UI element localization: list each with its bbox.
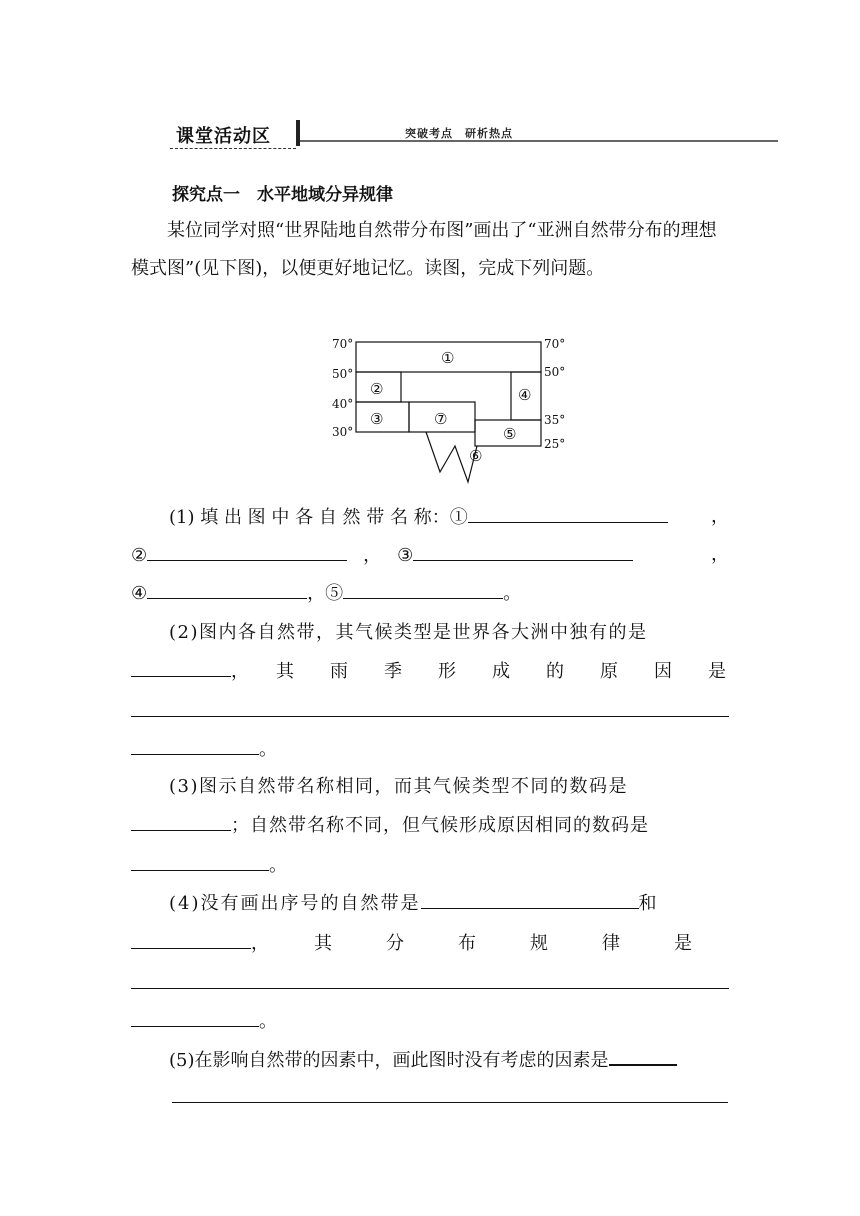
q1-period: 。 (503, 583, 522, 604)
zone-6-label: ⑥ (469, 447, 483, 465)
lat-left-30: 30° (332, 425, 354, 439)
q1-line1 (131, 502, 729, 532)
asia-natural-zone-diagram (330, 334, 580, 494)
q1-marker-4: ④ (131, 583, 148, 604)
q1-blank-2[interactable] (147, 540, 347, 561)
q2-prompt: (2)图内各自然带，其气候类型是世界各大洲中独有的是 (169, 622, 648, 643)
q4-line4 (131, 1006, 729, 1036)
q5-blank-1[interactable] (609, 1044, 677, 1066)
q2-blank-2[interactable] (131, 716, 729, 717)
section-title: 探究点一 水平地域分异规律 (172, 185, 393, 205)
lat-left-50: 50° (332, 367, 354, 381)
intro-paragraph: 某位同学对照“世界陆地自然带分布图”画出了“亚洲自然带分布的理想模式图”(见下图)，以便更好地记忆。读图，完成下列问题。 (131, 220, 717, 279)
q3-blank-1[interactable] (131, 810, 231, 831)
q4-period: 。 (259, 1011, 277, 1032)
q4-line2-text: ， 其 分 布 规 律 是 (251, 933, 692, 954)
zone-4-label: ④ (518, 386, 532, 404)
q3-prompt: (3)图示自然带名称相同，而其气候类型不同的数码是 (169, 776, 628, 797)
q3-line1 (131, 772, 729, 802)
lat-right-25: 25° (544, 437, 566, 451)
lat-right-50: 50° (544, 365, 566, 379)
lat-left-40: 40° (332, 397, 354, 411)
q1-line3 (131, 578, 729, 608)
q1-comma-4: ， (307, 583, 326, 604)
zone-1-label: ① (441, 349, 455, 367)
q1-marker-5: ⑤ (325, 583, 344, 604)
q2-line2 (131, 656, 729, 686)
header-title: 课堂活动区 (176, 126, 271, 147)
q5-blank-2[interactable] (172, 1102, 728, 1103)
q4-blank-3[interactable] (131, 988, 729, 989)
lat-right-35: 35° (544, 413, 566, 427)
q1-blank-3[interactable] (413, 540, 633, 561)
q2-blank-1[interactable] (131, 656, 231, 677)
q1-marker-1: ① (449, 507, 468, 528)
q1-blank-4[interactable] (147, 578, 307, 599)
q2-line2-text: ， 其 雨 季 形 成 的 原 因 是 (231, 661, 726, 682)
lat-left-70: 70° (332, 337, 354, 351)
section-header (170, 118, 778, 154)
q2-line4 (131, 734, 729, 764)
q1-blank-5[interactable] (343, 578, 503, 599)
q4-prompt: (4)没有画出序号的自然带是 (169, 893, 421, 914)
q5-line1 (131, 1044, 729, 1074)
q4-blank-4[interactable] (131, 1006, 259, 1027)
header-dash-line (170, 148, 296, 149)
q3-line3 (131, 850, 729, 880)
zone-3-label: ③ (370, 410, 384, 428)
q2-period: 。 (259, 739, 277, 760)
q1-marker-2: ② (131, 545, 148, 566)
zone-5-label: ⑤ (503, 425, 517, 443)
q4-line1 (131, 888, 729, 918)
q4-line2 (131, 928, 729, 958)
q1-prompt: (1) 填 出 图 中 各 自 然 带 名 称： (169, 507, 450, 528)
q1-comma-3: ， (711, 544, 729, 565)
q1-marker-3: ③ (397, 545, 414, 566)
q1-comma-1: ， (711, 506, 729, 527)
q2-line1 (131, 618, 729, 648)
q3-line2 (131, 810, 729, 840)
q5-prompt: (5)在影响自然带的因素中，画此图时没有考虑的因素是 (169, 1050, 609, 1071)
zone-7-label: ⑦ (434, 410, 448, 428)
header-rule (300, 140, 778, 142)
header-subtitle: 突破考点 研析热点 (405, 127, 513, 140)
lat-right-70: 70° (544, 337, 566, 351)
q2-blank-3[interactable] (131, 734, 259, 755)
q4-blank-1[interactable] (421, 888, 639, 909)
q3-period: 。 (269, 855, 287, 876)
q4-blank-2[interactable] (131, 928, 251, 949)
q1-blank-1[interactable] (468, 502, 668, 523)
q3-blank-2[interactable] (131, 850, 269, 871)
q1-line2 (131, 540, 729, 570)
zone-2-label: ② (370, 380, 384, 398)
q1-comma-2: ， (363, 545, 382, 566)
header-divider-bar (296, 120, 300, 146)
q3-line2-text: ；自然带名称不同，但气候形成原因相同的数码是 (231, 815, 649, 836)
q4-and: 和 (638, 893, 659, 914)
